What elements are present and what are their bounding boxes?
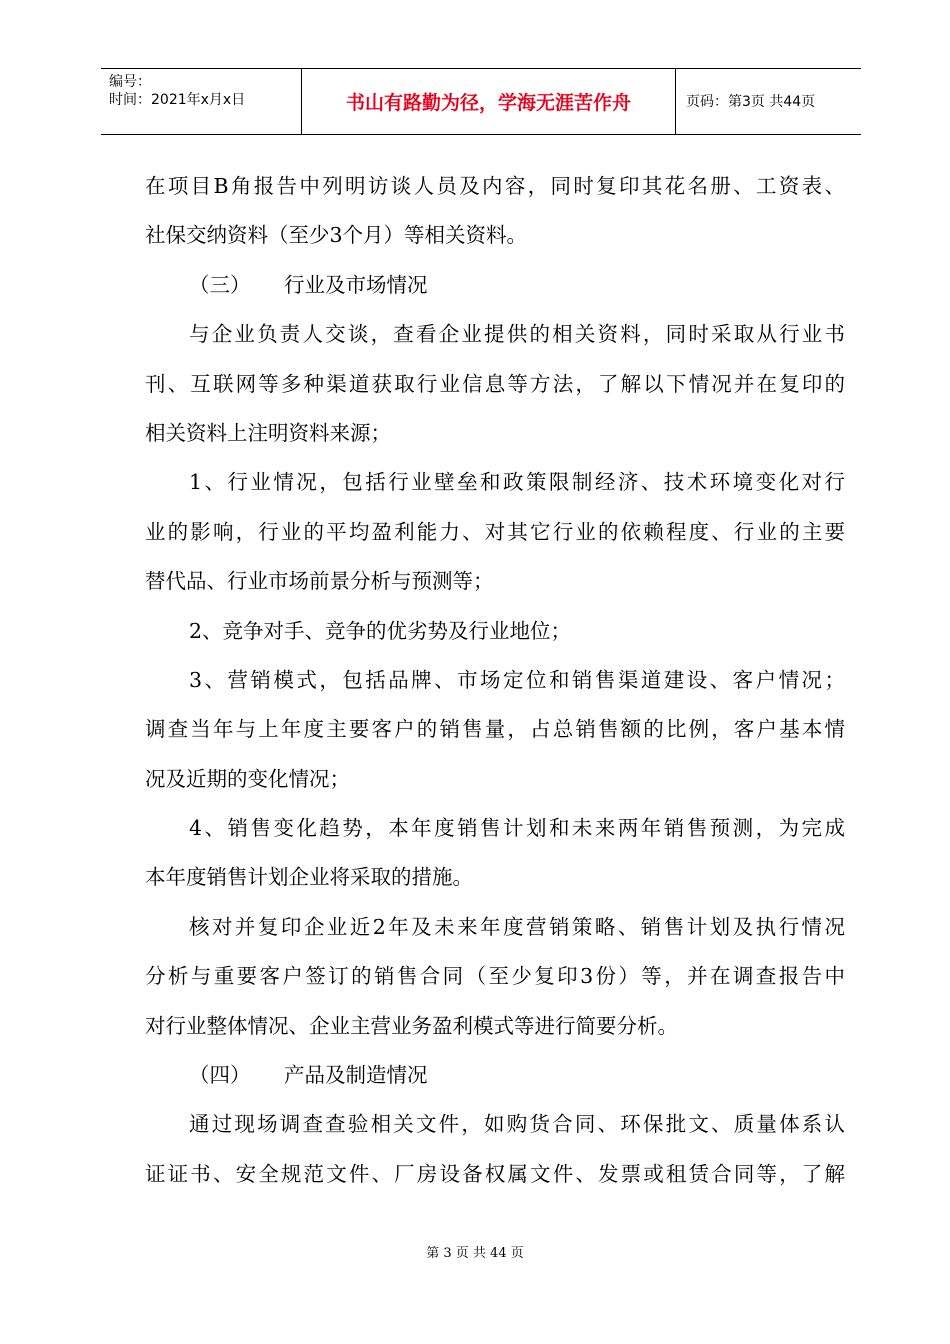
paragraph-line: 4、销售变化趋势，本年度销售计划和未来两年销售预测，为完成: [189, 816, 845, 841]
motto-text: 书山有路勤为径，学海无涯苦作舟: [345, 92, 631, 114]
paragraph-line: 替代品、行业市场前景分析与预测等；: [145, 569, 494, 594]
document-body: [145, 162, 845, 1199]
paragraph-line: 在项目B角报告中列明访谈人员及内容，同时复印其花名册、工资表、: [145, 174, 845, 198]
paragraph-line: 业的影响，行业的平均盈利能力、对其它行业的依赖程度、行业的主要: [145, 519, 845, 544]
header-meta-cell: [101, 69, 301, 134]
page-header: [101, 68, 861, 135]
header-page-cell: [676, 69, 861, 134]
paragraph-line: 本年度销售计划企业将采取的措施。: [145, 865, 473, 890]
section-title: 产品及制造情况: [284, 1063, 428, 1088]
paragraph-line: 对行业整体情况、企业主营业务盈利模式等进行简要分析。: [145, 1013, 678, 1038]
paragraph-line: 3、营销模式，包括品牌、市场定位和销售渠道建设、客户情况；: [189, 667, 845, 692]
paragraph-line: 与企业负责人交谈，查看企业提供的相关资料，同时采取从行业书: [189, 322, 845, 347]
document-date: 时间：2021年x月x日: [109, 92, 246, 108]
section-heading: [145, 261, 845, 310]
paragraph-line: 调查当年与上年度主要客户的销售量，占总销售额的比例，客户基本情: [145, 717, 845, 742]
section-number: （三）: [189, 272, 251, 297]
paragraph-line: 证证书、安全规范文件、厂房设备权属文件、发票或租赁合同等，了解: [145, 1161, 845, 1186]
section-number: （四）: [189, 1063, 251, 1088]
section-title: 行业及市场情况: [284, 272, 428, 297]
paragraph-line: 通过现场调查查验相关文件，如购货合同、环保批文、质量体系认: [189, 1112, 845, 1137]
paragraph-line: 2、竞争对手、竞争的优劣势及行业地位；: [189, 618, 572, 643]
paragraph-line: 1、行业情况，包括行业壁垒和政策限制经济、技术环境变化对行: [189, 470, 845, 495]
page-code: 页码：第3页 共44页: [686, 94, 816, 110]
paragraph-line: 分析与重要客户签订的销售合同（至少复印3份）等，并在调查报告中: [145, 964, 845, 989]
header-motto-cell: [301, 69, 676, 134]
paragraph-line: 刊、互联网等多种渠道获取行业信息等方法，了解以下情况并在复印的: [145, 371, 845, 396]
paragraph-line: 相关资料上注明资料来源；: [145, 420, 391, 445]
paragraph-line: 核对并复印企业近2年及未来年度营销策略、销售计划及执行情况: [189, 914, 845, 939]
paragraph-line: 况及近期的变化情况；: [145, 766, 350, 791]
section-heading: [145, 1051, 845, 1100]
page-footer: 第 3 页 共 44 页: [426, 1246, 524, 1261]
document-number-label: 编号：: [109, 74, 151, 90]
paragraph-line: 社保交纳资料（至少3个月）等相关资料。: [145, 223, 528, 248]
